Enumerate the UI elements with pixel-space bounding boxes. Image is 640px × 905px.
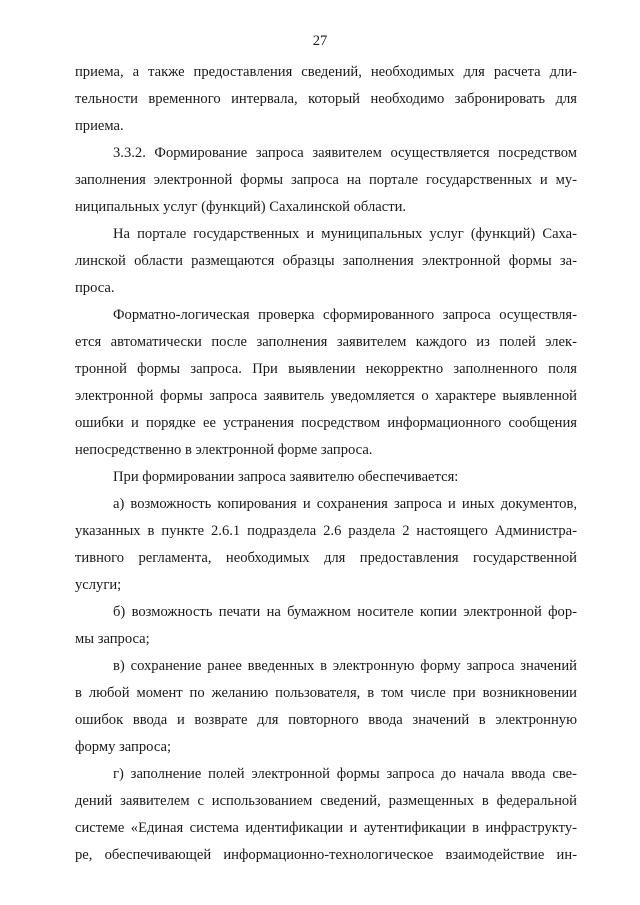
text-line: в любой момент по желанию пользователя, в том числе при возникновении (75, 685, 577, 701)
text-line: заполнения электронной формы запроса на портале государственных и му- (75, 172, 577, 188)
text-line: ошибок ввода и возврате для повторного ввода значений в электронную (75, 712, 577, 728)
text-line: ошибки и порядке ее устранения посредством информационного сообщения (75, 415, 577, 431)
text-line: мы запроса; (75, 631, 150, 647)
text-line: в) сохранение ранее введенных в электронную форму запроса значений (113, 658, 577, 674)
text-line: непосредственно в электронной форме запроса. (75, 442, 373, 458)
text-line: системе «Единая система идентификации и аутентификации в инфраструкту- (75, 820, 577, 836)
text-line: ниципальных услуг (функций) Сахалинской области. (75, 199, 407, 215)
text-line: г) заполнение полей электронной формы запроса до начала ввода све- (113, 766, 577, 782)
text-line: дений заявителем с использованием сведений, размещенных в федеральной (75, 793, 577, 809)
text-line: б) возможность печати на бумажном носителе копии электронной фор- (113, 604, 577, 620)
text-line: услуги; (75, 577, 122, 593)
text-line: На портале государственных и муниципальных услуг (функций) Саха- (113, 226, 577, 242)
text-line: При формировании запроса заявителю обеспечивается: (113, 469, 459, 485)
text-line: линской области размещаются образцы заполнения электронной формы за- (75, 253, 577, 269)
text-line: приема, а также предоставления сведений, необходимых для расчета дли- (75, 64, 577, 80)
text-line: электронной формы запроса заявитель уведомляется о характере выявленной (75, 388, 577, 404)
text-line: 3.3.2. Формирование запроса заявителем осуществляется посредством (113, 145, 577, 161)
text-line: Форматно-логическая проверка сформированного запроса осуществля- (113, 307, 577, 323)
text-line: приема. (75, 118, 124, 134)
text-line: ре, обеспечивающей информационно-технологическое взаимодействие ин- (75, 847, 577, 863)
text-line: ется автоматически после заполнения заявителем каждого из полей элек- (75, 334, 577, 350)
page-number: 27 (312, 33, 328, 49)
text-line: тронной формы запроса. При выявлении некорректно заполненного поля (75, 361, 577, 377)
text-line: форму запроса; (75, 739, 172, 755)
text-line: указанных в пункте 2.6.1 подраздела 2.6 раздела 2 настоящего Администра- (75, 523, 577, 539)
text-line: тивного регламента, необходимых для предоставления государственной (75, 550, 577, 566)
text-line: а) возможность копирования и сохранения запроса и иных документов, (113, 496, 577, 512)
text-line: тельности временного интервала, который необходимо забронировать для (75, 91, 577, 107)
text-line: проса. (75, 280, 115, 296)
